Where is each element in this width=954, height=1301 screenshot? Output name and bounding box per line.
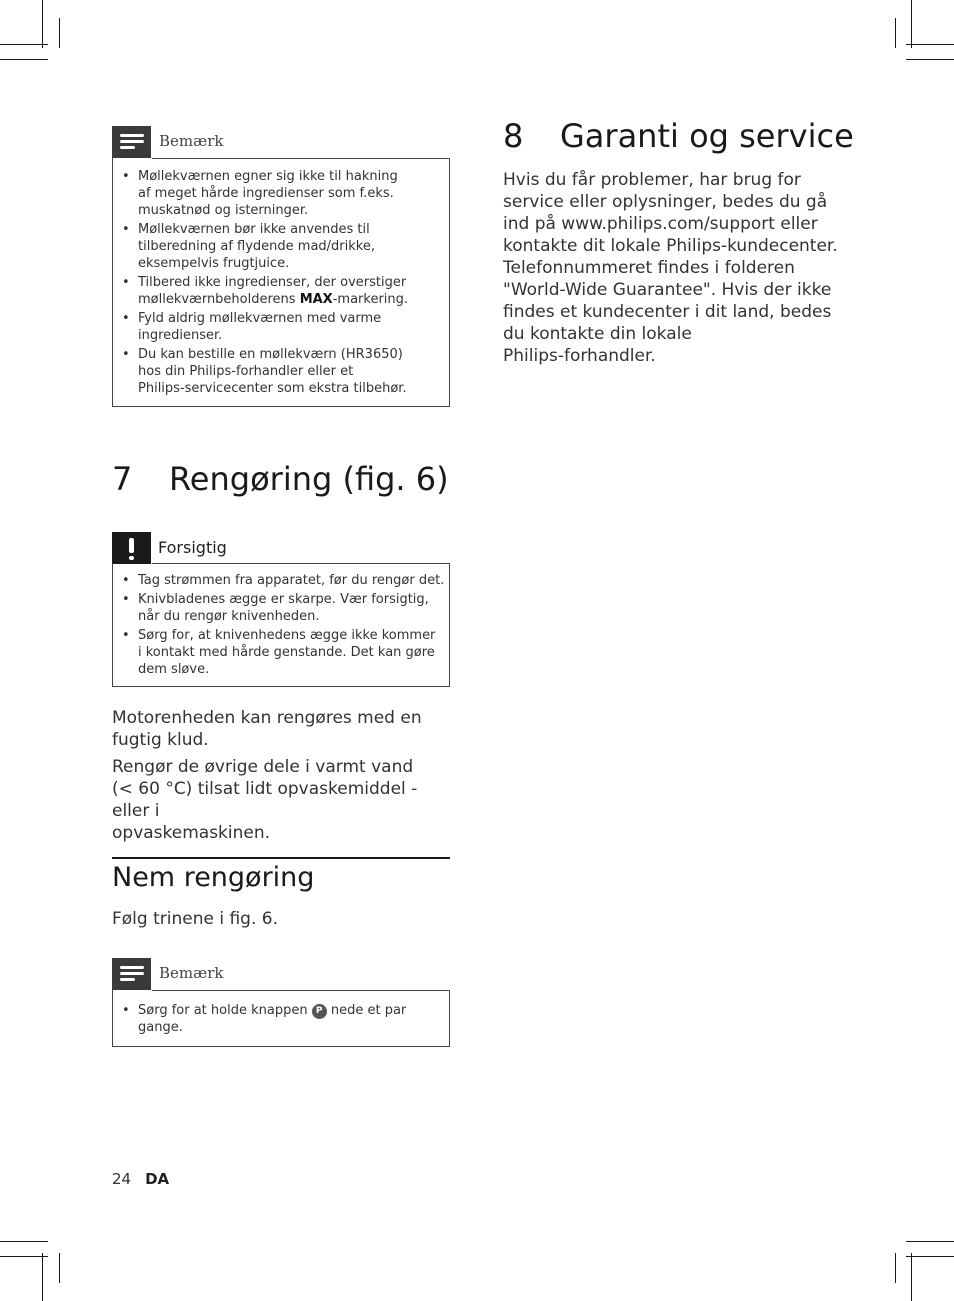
paragraph: Hvis du får problemer, har brug for service eller oplysninger, bedes du gå ind på www.philips.com/support eller kontakte dit lokale Philips-kundecenter. Telefonnummeret findes i folderen "World-Wide Guarantee". Hvis der ikke findes et kundecenter i dit land, bedes du kontakte din lokale Philips-forhandler. (503, 170, 838, 366)
paragraph: Følg trinene i fig. 6. (112, 909, 278, 929)
section-number: 7 (112, 460, 133, 498)
note-box (112, 990, 450, 1047)
p-button-icon: P (312, 1004, 327, 1019)
note-header (112, 126, 450, 158)
paragraph: Rengør de øvrige dele i varmt vand (< 60 °C) tilsat lidt opvaskemiddel - eller i opvaskemaskinen. (112, 757, 418, 843)
note-label: Bemærk (159, 964, 224, 982)
list-item: • Sørg for, at knivenhedens ægge ikke kommer i kontakt med hårde genstande. Det kan gøre dem sløve. (113, 627, 449, 678)
caution-header (112, 532, 450, 564)
caution-label: Forsigtig (158, 538, 227, 557)
exclamation-icon (112, 532, 151, 564)
list-item: • Knivbladenes ægge er skarpe. Vær forsigtig, når du rengør knivenheden. (113, 591, 449, 625)
note-header (112, 958, 450, 990)
list-item: • Fyld aldrig møllekværnen med varme ingredienser. (113, 310, 449, 344)
divider (112, 857, 450, 859)
section-number: 8 (503, 117, 524, 155)
list-item: • Møllekværnen bør ikke anvendes til tilberedning af flydende mad/drikke, eksempelvis frugtjuice. (113, 221, 449, 272)
caution-box (112, 563, 450, 687)
list-item: • Tilbered ikke ingredienser, der overstiger møllekværnbeholderens MAX-markering. (113, 274, 449, 308)
subsection-title: Nem rengøring (112, 862, 315, 893)
note-icon (112, 126, 151, 158)
language-code: DA (145, 1170, 170, 1188)
note-icon (112, 958, 151, 990)
list-item: • Du kan bestille en møllekværn (HR3650) hos din Philips-forhandler eller et Philips-servicecenter som ekstra tilbehør. (113, 346, 449, 397)
page-number: 24 (112, 1170, 132, 1188)
paragraph: Motorenheden kan rengøres med en fugtig klud. (112, 708, 422, 750)
list-item: • Møllekværnen egner sig ikke til hakning af meget hårde ingredienser som f.eks. muskatnød og isterninger. (113, 168, 449, 219)
list-item: • Tag strømmen fra apparatet, før du rengør det. (113, 572, 449, 589)
page-footer (112, 1170, 169, 1188)
note-box (112, 158, 450, 407)
note-label: Bemærk (159, 132, 224, 150)
list-item: • Sørg for at holde knappen P nede et par gange. (113, 1002, 449, 1036)
section-title: Garanti og service (560, 117, 854, 155)
section-title: Rengøring (fig. 6) (169, 460, 449, 498)
